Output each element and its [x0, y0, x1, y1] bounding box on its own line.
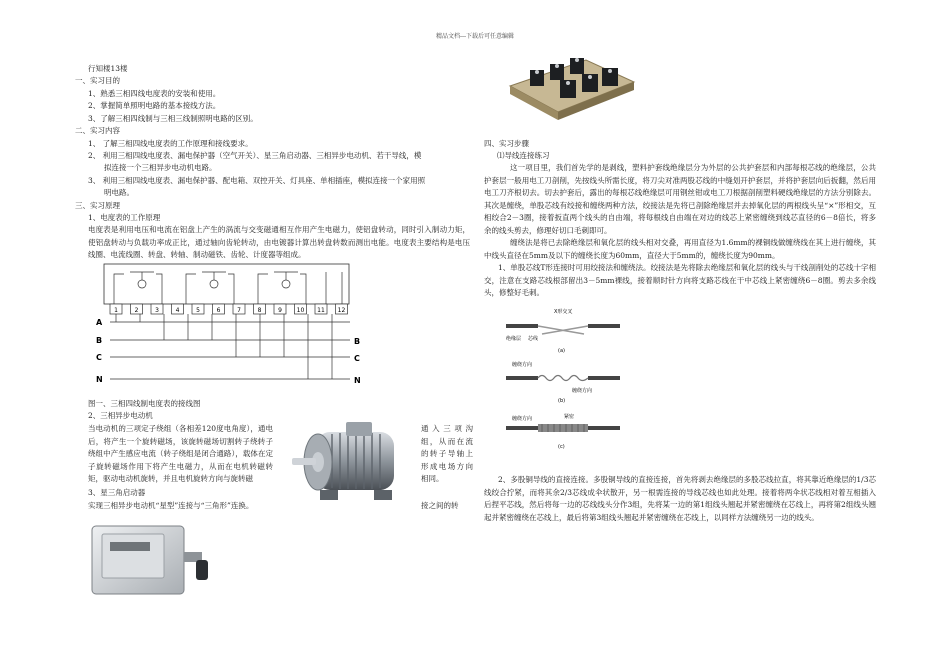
terminal-label: 1	[114, 307, 118, 314]
line-label-c-left: C	[96, 353, 102, 362]
fig-a-tag: (a)	[558, 348, 565, 354]
section-heading-content: 二、实习内容	[75, 126, 120, 135]
terminal-boxes	[110, 304, 348, 314]
motor-paragraph-left: 当电动机的三项定子绕组（各相差120度电角度），通电后，将产生一个旋转磁场，该旋转磁场切割转子绕转子绕组中产生感应电流（转子绕组是闭合通路），载体在定子旋转磁场作用下将产生电磁力，从而在电机转磁转矩，驱动电动机旋转，并且电机旋转方向与旋转磁	[88, 424, 273, 483]
drop-wires	[116, 314, 332, 379]
section-heading-purpose: 一、实习目的	[75, 76, 120, 85]
section-heading-steps: 四、实习步骤	[484, 139, 529, 148]
purpose-item-1: 1、熟悉三相四线电度表的安装和使用。	[88, 89, 221, 98]
terminal-label: 2	[134, 307, 139, 314]
starter-paragraph-left: 实现三相异步电动机“星型”连接与“三角形”连换。	[88, 501, 254, 510]
fig-b-label-right: 缠绕方向	[572, 388, 593, 394]
line-label-n-right: N	[354, 376, 361, 385]
principle-subheading-1: 1、电度表的工作原理	[88, 213, 161, 222]
starter-paragraph-right: 接之间的转	[421, 501, 459, 510]
content-item-2: 2、 利用三相四线电度表、漏电保护器（空气开关）、星三角启动器、三相异步电动机、若干导线，模	[88, 151, 422, 160]
fig-c-label-tight: 紧密	[564, 414, 575, 420]
content-item-2-cont: 拟连接一个三相异步电动机电路。	[104, 163, 217, 172]
terminal-label: 12	[337, 307, 346, 314]
steps-paragraph-3: 1、单股芯线T形连接时可用绞接法和缠绕法。绞接法是先将除去绝缘层和氧化层的线头与干线剖削处的芯线十字相交，注意在支路芯线根部留出3－5mm裸线，接着顺时针方向将支路芯线在干中芯线上紧密缠绕6－8圈。剪去多余线头，修整好毛刺。	[484, 263, 876, 297]
fig-b-label-left: 缠绕方向	[512, 362, 533, 368]
purpose-item-2: 2、掌握简单照明电路的基本接线方法。	[88, 101, 221, 110]
principle-paragraph-1: 电度表是利用电压和电流在铝盘上产生的涡流与交变磁通相互作用产生电磁力，使铝盘转动，同时引入制动力矩，使铝盘转动与负载功率成正比，通过轴向齿轮转动，由电镀器计算出转盘转数而测出电能。电度表主要结构是电压线圈、电流线圈、转盘、转轴、制动磁铁、齿轮、计度器等组成。	[88, 225, 470, 259]
content-item-3-cont: 明电路。	[104, 188, 134, 197]
terminal-label: 10	[296, 307, 305, 314]
fig-c-label-direction: 缠绕方向	[512, 416, 533, 422]
star-delta-starter-illustration	[88, 522, 214, 600]
terminal-label: 11	[317, 307, 325, 314]
figure-c	[506, 413, 620, 450]
terminal-label: 9	[278, 307, 282, 314]
content-item-1: 1、 了解三相四线电度表的工作原理和接线要求。	[88, 139, 253, 148]
line-label-b-right: B	[354, 337, 361, 346]
figure-a	[506, 308, 620, 354]
content-item-3: 3、 利用三相四线电度表、漏电保护器、配电箱、双控开关、灯具座、单相插座，模拟连接一个家用照	[88, 176, 426, 185]
fig-b-tag: (b)	[558, 398, 566, 404]
location-line: 行知楼13楼	[88, 64, 128, 73]
line-label-b-left: B	[96, 336, 103, 345]
fig-c-tag: (c)	[558, 444, 565, 450]
terminal-label: 3	[155, 307, 159, 314]
purpose-item-3: 3、了解三相四线制与三相三线制照明电路的区别。	[88, 114, 258, 123]
motor-illustration	[288, 418, 416, 510]
meter-outline	[104, 264, 349, 304]
wire-joint-figure	[498, 304, 628, 454]
line-label-a-left: A	[96, 318, 103, 327]
terminal-label: 6	[216, 307, 221, 314]
contactor-illustration	[500, 46, 640, 126]
page-header: 精品文档---下载后可任意编辑	[435, 33, 515, 40]
principle-subheading-3: 3、星三角启动器	[88, 488, 146, 497]
steps-subheading-1: ⑴导线连接练习	[497, 151, 550, 160]
section-heading-principle: 三、实习原理	[75, 201, 120, 210]
meter-wiring-diagram	[92, 262, 374, 392]
line-label-c-right: C	[354, 354, 360, 363]
steps-paragraph-1: 这一项目里，我们首先学的是剥线，塑料护套线绝缘层分为外层的公共护套层和内部每根芯线的绝缘层，公共护套层一般用电工刀剖削，先按线头所需长度，将刀尖对准两股芯线的中缝划开护套层，并将护套层向后扳翻，然后用电工刀齐根切去。切去护套后，露出的每根芯线绝缘层可用钢丝钳或电工刀根据剖削塑料硬线绝缘层的方法分别除去。其次是缠绕，单股芯线有绞接和缠绕两种方法，绞接法是先将已剖除绝缘层并去掉氧化层的两根线头呈“×”形相交，互相绞合2－3圈，接着扳直两个线头的自由端，将每根线自由端在对边的线芯上紧密缠绕到线芯直径的6－8倍长，将多余的线头剪去，修理好切口毛刺即可。	[484, 163, 876, 235]
fig-a-label-core: 芯线	[528, 336, 539, 342]
line-label-n-left: N	[96, 375, 103, 384]
principle-subheading-2: 2、三相异步电动机	[88, 411, 153, 420]
fig-a-label-cross: X形交叉	[554, 309, 573, 315]
steps-paragraph-2: 缠绕法是将已去除绝缘层和氧化层的线头相对交叠，再用直径为1.6mm的裸铜线做缠绕线在其上进行缠绕，其中线头直径在5mm及以下的缠绕长度为60mm，直径大于5mm的，缠绕长度为90mm。	[484, 238, 876, 260]
figure-b	[506, 361, 620, 404]
meter-coils	[114, 272, 342, 304]
supply-lines	[110, 322, 350, 379]
terminal-label: 7	[237, 307, 241, 314]
terminal-label: 5	[196, 307, 200, 314]
steps-paragraph-4: 2、多股铜导线的直接连接。多股铜导线的直接连接，首先将剥去绝缘层的多股芯线拉直，将其靠近绝缘层的1/3芯线绞合拧紧，而将其余2/3芯线成伞状散开，另一根需连接的导线芯线也如此处理。接着将两伞状芯线相对着互相插入后捏平芯线，然后将每一边的芯线线头分作3组，先将某一边的第1组线头翘起并紧密缠绕在芯线上，再将第2组线头翘起并紧密缠绕在芯线上，最后将第3组线头翘起并紧密缠绕在芯线上，以同样方法缠绕另一边的线头。	[484, 475, 876, 522]
motor-paragraph-right: 通入三项沟组，从而在流的转子导轴上形成电场方向相同。	[421, 424, 473, 483]
figure-1-caption: 图一、三相四线制电度表的接线图	[88, 399, 201, 408]
terminal-label: 8	[257, 307, 262, 314]
terminal-label: 4	[175, 307, 180, 314]
fig-a-label-insulation: 绝缘层	[506, 336, 522, 342]
